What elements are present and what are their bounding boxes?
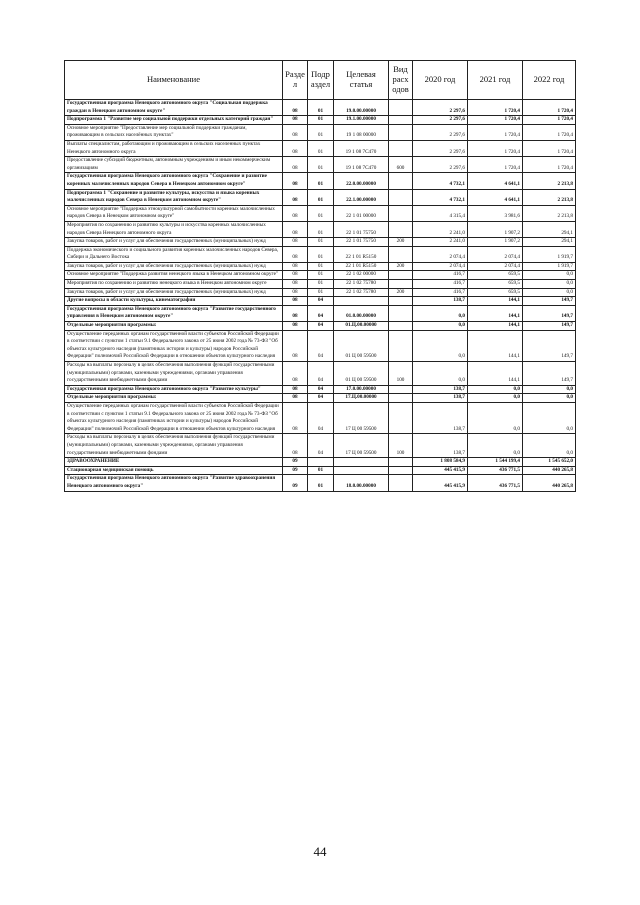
cell-podrazdel: 04 <box>308 305 334 321</box>
table-row <box>65 458 576 467</box>
cell-2020: 138,7 <box>413 385 468 394</box>
cell-2021: 1 720,4 <box>468 157 523 173</box>
page-number: 44 <box>313 844 327 859</box>
table-row <box>65 362 576 386</box>
header-name: Наименование <box>65 61 283 100</box>
cell-target-article: 17.0.00.00000 <box>334 385 389 394</box>
cell-expense-type <box>389 322 413 331</box>
table-row <box>65 246 576 262</box>
cell-name: Основное мероприятие "Поддержка этнокультурной самобытности коренных малочисленных народов Севера в Ненецком автономном округе" <box>65 205 283 221</box>
cell-2022: 0,0 <box>523 394 576 403</box>
cell-razdel: 08 <box>283 124 308 140</box>
cell-razdel: 08 <box>283 280 308 289</box>
cell-podrazdel: 04 <box>308 402 334 433</box>
cell-2022: 1 720,4 <box>523 140 576 156</box>
cell-target-article: 01 Ц 00 59500 <box>334 330 389 361</box>
cell-target-article: 19 1 08 7С470 <box>334 157 389 173</box>
table-row <box>65 385 576 394</box>
cell-2022: 0,0 <box>523 385 576 394</box>
cell-razdel: 08 <box>283 100 308 116</box>
cell-razdel: 08 <box>283 205 308 221</box>
cell-razdel: 08 <box>283 246 308 262</box>
table-row <box>65 330 576 361</box>
cell-2020: 4 732,1 <box>413 189 468 205</box>
cell-expense-type <box>389 402 413 433</box>
cell-2021: 0,0 <box>468 394 523 403</box>
cell-razdel: 08 <box>283 305 308 321</box>
cell-name: Осуществление переданных органам государственной власти субъектов Российской Федерации в соответствии с пунктом 1 статьи 9.1 Федерального закона от 25 июня 2002 года № 73-ФЗ "Об объектах культурного наследия (памятниках истории и культуры) народов Российской Федерации" полномочий Российской Федерации в отношении объектов культурного наследия <box>65 402 283 433</box>
table-row <box>65 189 576 205</box>
cell-razdel: 08 <box>283 173 308 189</box>
cell-2020: 138,7 <box>413 434 468 458</box>
cell-target-article <box>334 466 389 475</box>
table-row <box>65 402 576 433</box>
cell-2021: 2 074,4 <box>468 262 523 271</box>
cell-target-article: 19 1 08 00000 <box>334 124 389 140</box>
cell-podrazdel: 04 <box>308 297 334 306</box>
cell-expense-type <box>389 475 413 491</box>
cell-2020: 2 297,6 <box>413 116 468 125</box>
header-year-2020: 2020 год <box>413 61 468 100</box>
table-row <box>65 394 576 403</box>
cell-expense-type <box>389 116 413 125</box>
cell-2020: 2 297,6 <box>413 100 468 116</box>
cell-expense-type <box>389 458 413 467</box>
header-target-article: Целевая статья <box>334 61 389 100</box>
cell-name: Мероприятия по сохранению и развитию ненецкого языка в Ненецком автономном округе <box>65 280 283 289</box>
cell-expense-type <box>389 205 413 221</box>
cell-2020: 0,0 <box>413 362 468 386</box>
cell-target-article: 22.1.00.00000 <box>334 189 389 205</box>
cell-target-article <box>334 297 389 306</box>
cell-2021: 1 720,4 <box>468 140 523 156</box>
cell-2022: 294,1 <box>523 221 576 237</box>
cell-2022: 1 919,7 <box>523 246 576 262</box>
cell-razdel: 09 <box>283 466 308 475</box>
cell-2021: 4 641,1 <box>468 173 523 189</box>
cell-razdel: 08 <box>283 385 308 394</box>
cell-razdel: 09 <box>283 458 308 467</box>
cell-2021: 436 771,5 <box>468 466 523 475</box>
cell-name: Стационарная медицинская помощь <box>65 466 283 475</box>
header-year-2022: 2022 год <box>523 61 576 100</box>
header-podrazdel: Подр аздел <box>308 61 334 100</box>
cell-target-article: 19 1 08 7С470 <box>334 140 389 156</box>
table-row <box>65 262 576 271</box>
cell-2021: 1 720,4 <box>468 100 523 116</box>
cell-2021: 0,0 <box>468 402 523 433</box>
cell-expense-type <box>389 280 413 289</box>
cell-2022: 440 265,8 <box>523 475 576 491</box>
cell-target-article: 17.Ц.00.00000 <box>334 394 389 403</box>
cell-2020: 0,0 <box>413 322 468 331</box>
cell-podrazdel: 01 <box>308 124 334 140</box>
cell-target-article: 01.0.00.00000 <box>334 305 389 321</box>
table-row <box>65 280 576 289</box>
cell-2022: 1 720,4 <box>523 100 576 116</box>
cell-2020: 2 074,4 <box>413 246 468 262</box>
table-row <box>65 271 576 280</box>
cell-podrazdel: 01 <box>308 205 334 221</box>
cell-name: Расходы на выплаты персоналу в целях обеспечения выполнения функций государственными (муниципальными) органами, казенными учреждениями, органами управления государственными внебюджетными фондами <box>65 434 283 458</box>
cell-2022: 2 213,8 <box>523 173 576 189</box>
cell-name: Выплаты специалистам, работающим и проживающим в сельских населенных пунктах Ненецкого автономного округа <box>65 140 283 156</box>
cell-2021: 144,1 <box>468 322 523 331</box>
cell-2021: 0,0 <box>468 385 523 394</box>
cell-razdel: 08 <box>283 402 308 433</box>
cell-target-article: 18.0.00.00000 <box>334 475 389 491</box>
budget-table <box>64 60 576 492</box>
cell-2020: 416,7 <box>413 271 468 280</box>
cell-2022: 1 919,7 <box>523 262 576 271</box>
cell-2021: 659,5 <box>468 280 523 289</box>
cell-name: Государственная программа Ненецкого автономного округа "Развитие здравоохранения Ненецкого автономного округа" <box>65 475 283 491</box>
cell-target-article: 22 1 02 75780 <box>334 288 389 297</box>
cell-2022: 2 213,8 <box>523 205 576 221</box>
cell-target-article: 01.Ц.00.00000 <box>334 322 389 331</box>
cell-expense-type <box>389 466 413 475</box>
cell-name: Подпрограмма 1 "Развитие мер социальной поддержки отдельных категорий граждан" <box>65 116 283 125</box>
cell-2022: 440 265,8 <box>523 466 576 475</box>
cell-2022: 1 720,4 <box>523 124 576 140</box>
cell-name: Государственная программа Ненецкого автономного округа "Развитие государственного управления в Ненецком автономном округе" <box>65 305 283 321</box>
cell-podrazdel: 01 <box>308 238 334 247</box>
cell-podrazdel: 01 <box>308 116 334 125</box>
cell-podrazdel: 04 <box>308 362 334 386</box>
cell-2021: 144,1 <box>468 297 523 306</box>
cell-podrazdel: 04 <box>308 434 334 458</box>
table-row <box>65 238 576 247</box>
cell-2022: 149,7 <box>523 305 576 321</box>
cell-podrazdel: 01 <box>308 157 334 173</box>
cell-name: Мероприятия по сохранению и развитию культуры и искусства коренных малочисленных народов Севера Ненецкого автономного округа <box>65 221 283 237</box>
cell-target-article: 22 1 01 75750 <box>334 238 389 247</box>
cell-2020: 0,0 <box>413 305 468 321</box>
cell-expense-type <box>389 173 413 189</box>
cell-target-article: 22 1 01 R5150 <box>334 262 389 271</box>
table-row <box>65 100 576 116</box>
cell-name: Закупка товаров, работ и услуг для обеспечения государственных (муниципальных) нужд <box>65 238 283 247</box>
cell-target-article: 01 Ц 00 59500 <box>334 362 389 386</box>
header-razdel: Разде л <box>283 61 308 100</box>
cell-2022: 0,0 <box>523 280 576 289</box>
cell-name: Отдельные мероприятия программы: <box>65 394 283 403</box>
cell-razdel: 08 <box>283 189 308 205</box>
cell-podrazdel: 01 <box>308 221 334 237</box>
table-row <box>65 116 576 125</box>
cell-razdel: 08 <box>283 271 308 280</box>
cell-expense-type <box>389 246 413 262</box>
cell-expense-type <box>389 305 413 321</box>
cell-2020: 1 808 584,9 <box>413 458 468 467</box>
cell-target-article: 22 1 01 R5150 <box>334 246 389 262</box>
cell-razdel: 08 <box>283 116 308 125</box>
cell-expense-type <box>389 100 413 116</box>
cell-2021: 4 641,1 <box>468 189 523 205</box>
cell-razdel: 08 <box>283 362 308 386</box>
table-body <box>65 100 576 492</box>
cell-name: Подпрограмма 1 "Сохранение и развитие культуры, искусства и языка коренных малочисленных народов Севера в Ненецком автономном округе" <box>65 189 283 205</box>
cell-2022: 0,0 <box>523 402 576 433</box>
cell-expense-type <box>389 221 413 237</box>
cell-2021: 1 720,4 <box>468 124 523 140</box>
cell-2020: 416,7 <box>413 280 468 289</box>
cell-target-article: 19.1.00.00000 <box>334 116 389 125</box>
cell-podrazdel: 04 <box>308 394 334 403</box>
cell-razdel: 08 <box>283 221 308 237</box>
cell-razdel: 08 <box>283 297 308 306</box>
cell-target-article: 22 1 01 75750 <box>334 221 389 237</box>
cell-2020: 2 241,0 <box>413 238 468 247</box>
cell-expense-type: 100 <box>389 362 413 386</box>
cell-razdel: 08 <box>283 330 308 361</box>
cell-2021: 659,5 <box>468 271 523 280</box>
cell-podrazdel: 01 <box>308 288 334 297</box>
cell-name: Поддержка экономического и социального развития коренных малочисленных народов Севера, Сибири и Дальнего Востока <box>65 246 283 262</box>
cell-razdel: 08 <box>283 288 308 297</box>
cell-2020: 2 241,0 <box>413 221 468 237</box>
table-row <box>65 124 576 140</box>
cell-2020: 2 297,6 <box>413 140 468 156</box>
cell-expense-type: 600 <box>389 157 413 173</box>
cell-expense-type: 200 <box>389 262 413 271</box>
cell-podrazdel: 01 <box>308 271 334 280</box>
cell-razdel: 08 <box>283 394 308 403</box>
cell-podrazdel: 04 <box>308 322 334 331</box>
cell-name: Государственная программа Ненецкого автономного округа "Сохранение и развитие коренных малочисленных народов Севера в Ненецком автономном округе" <box>65 173 283 189</box>
cell-podrazdel <box>308 458 334 467</box>
cell-podrazdel: 01 <box>308 262 334 271</box>
cell-name: Предоставление субсидий бюджетным, автономным учреждениям и иным некоммерческим организациям <box>65 157 283 173</box>
table-row <box>65 288 576 297</box>
cell-2020: 416,7 <box>413 288 468 297</box>
table-row <box>65 305 576 321</box>
cell-razdel: 08 <box>283 140 308 156</box>
table-row <box>65 205 576 221</box>
cell-2022: 149,7 <box>523 322 576 331</box>
cell-name: ЗДРАВООХРАНЕНИЕ <box>65 458 283 467</box>
table-row <box>65 322 576 331</box>
cell-name: Государственная программа Ненецкого автономного округа "Развитие культуры" <box>65 385 283 394</box>
cell-razdel: 08 <box>283 262 308 271</box>
table-row <box>65 173 576 189</box>
table-row <box>65 475 576 491</box>
table-row <box>65 140 576 156</box>
cell-2021: 144,1 <box>468 362 523 386</box>
cell-2021: 3 981,6 <box>468 205 523 221</box>
cell-podrazdel: 04 <box>308 385 334 394</box>
cell-podrazdel: 04 <box>308 330 334 361</box>
cell-2020: 138,7 <box>413 394 468 403</box>
cell-2021: 659,5 <box>468 288 523 297</box>
cell-podrazdel: 01 <box>308 140 334 156</box>
cell-target-article: 17 Ц 00 59500 <box>334 402 389 433</box>
cell-name: Осуществление переданных органам государственной власти субъектов Российской Федерации в соответствии с пунктом 1 статьи 9.1 Федерального закона от 25 июня 2002 года № 73-ФЗ "Об объектах культурного наследия (памятниках истории и культуры) народов Российской Федерации" полномочий Российской Федерации в отношении объектов культурного наследия <box>65 330 283 361</box>
table-header-row <box>65 61 576 100</box>
cell-expense-type <box>389 330 413 361</box>
cell-target-article: 22 1 01 00000 <box>334 205 389 221</box>
cell-2020: 2 297,6 <box>413 157 468 173</box>
cell-2020: 2 074,4 <box>413 262 468 271</box>
cell-expense-type <box>389 385 413 394</box>
cell-2020: 445 415,9 <box>413 466 468 475</box>
cell-2021: 436 771,5 <box>468 475 523 491</box>
cell-2022: 149,7 <box>523 297 576 306</box>
cell-name: Основное мероприятие "Поддержка развития ненецкого языка в Ненецком автономном округе" <box>65 271 283 280</box>
cell-razdel: 08 <box>283 322 308 331</box>
cell-2020: 445 415,9 <box>413 475 468 491</box>
cell-2020: 0,0 <box>413 330 468 361</box>
cell-name: Закупка товаров, работ и услуг для обеспечения государственных (муниципальных) нужд <box>65 288 283 297</box>
cell-name: Расходы на выплаты персоналу в целях обеспечения выполнения функций государственными (муниципальными) органами, казенными учреждениями, органами управления государственными внебюджетными фондами <box>65 362 283 386</box>
cell-podrazdel: 01 <box>308 100 334 116</box>
cell-2022: 0,0 <box>523 271 576 280</box>
table-row <box>65 297 576 306</box>
cell-2022: 2 213,8 <box>523 189 576 205</box>
cell-target-article: 22 1 02 00000 <box>334 271 389 280</box>
cell-expense-type <box>389 394 413 403</box>
header-expense-type: Вид расх одов <box>389 61 413 100</box>
cell-2022: 1 720,4 <box>523 116 576 125</box>
cell-expense-type: 100 <box>389 434 413 458</box>
cell-2022: 0,0 <box>523 288 576 297</box>
table-row <box>65 434 576 458</box>
cell-2020: 2 297,6 <box>413 124 468 140</box>
cell-expense-type: 200 <box>389 288 413 297</box>
cell-podrazdel: 01 <box>308 475 334 491</box>
cell-2022: 149,7 <box>523 330 576 361</box>
cell-razdel: 08 <box>283 157 308 173</box>
cell-name: Отдельные мероприятия программы: <box>65 322 283 331</box>
cell-podrazdel: 01 <box>308 246 334 262</box>
cell-expense-type: 200 <box>389 238 413 247</box>
cell-expense-type <box>389 271 413 280</box>
cell-razdel: 09 <box>283 475 308 491</box>
cell-target-article: 17 Ц 00 59500 <box>334 434 389 458</box>
cell-name: Закупка товаров, работ и услуг для обеспечения государственных (муниципальных) нужд <box>65 262 283 271</box>
cell-razdel: 08 <box>283 434 308 458</box>
cell-2022: 149,7 <box>523 362 576 386</box>
cell-target-article: 22 1 02 75780 <box>334 280 389 289</box>
cell-2021: 1 544 199,4 <box>468 458 523 467</box>
cell-expense-type <box>389 140 413 156</box>
table-row <box>65 221 576 237</box>
cell-razdel: 08 <box>283 238 308 247</box>
cell-name: Государственная программа Ненецкого автономного округа "Социальная поддержка граждан в Ненецком автономном округе" <box>65 100 283 116</box>
cell-2022: 1 720,4 <box>523 157 576 173</box>
cell-2020: 138,7 <box>413 297 468 306</box>
cell-expense-type <box>389 189 413 205</box>
table-row <box>65 157 576 173</box>
cell-podrazdel: 01 <box>308 173 334 189</box>
cell-podrazdel: 01 <box>308 466 334 475</box>
cell-2020: 4 315,4 <box>413 205 468 221</box>
cell-target-article: 22.0.00.00000 <box>334 173 389 189</box>
cell-2021: 1 720,4 <box>468 116 523 125</box>
cell-2021: 1 907,2 <box>468 221 523 237</box>
cell-podrazdel: 01 <box>308 189 334 205</box>
cell-2021: 144,1 <box>468 330 523 361</box>
header-year-2021: 2021 год <box>468 61 523 100</box>
cell-2021: 2 074,4 <box>468 246 523 262</box>
cell-name: Другие вопросы в области культуры, кинематографии <box>65 297 283 306</box>
cell-expense-type <box>389 124 413 140</box>
cell-expense-type <box>389 297 413 306</box>
cell-2021: 144,1 <box>468 305 523 321</box>
cell-target-article <box>334 458 389 467</box>
cell-2022: 294,1 <box>523 238 576 247</box>
cell-2021: 1 907,2 <box>468 238 523 247</box>
cell-name: Основное мероприятие "Предоставление мер социальной поддержки гражданам, проживающим в сельских населённых пунктах" <box>65 124 283 140</box>
cell-2021: 0,0 <box>468 434 523 458</box>
cell-target-article: 19.0.00.00000 <box>334 100 389 116</box>
cell-2020: 138,7 <box>413 402 468 433</box>
table-row <box>65 466 576 475</box>
cell-2020: 4 732,1 <box>413 173 468 189</box>
cell-podrazdel: 01 <box>308 280 334 289</box>
cell-2022: 0,0 <box>523 434 576 458</box>
cell-2022: 1 545 652,0 <box>523 458 576 467</box>
